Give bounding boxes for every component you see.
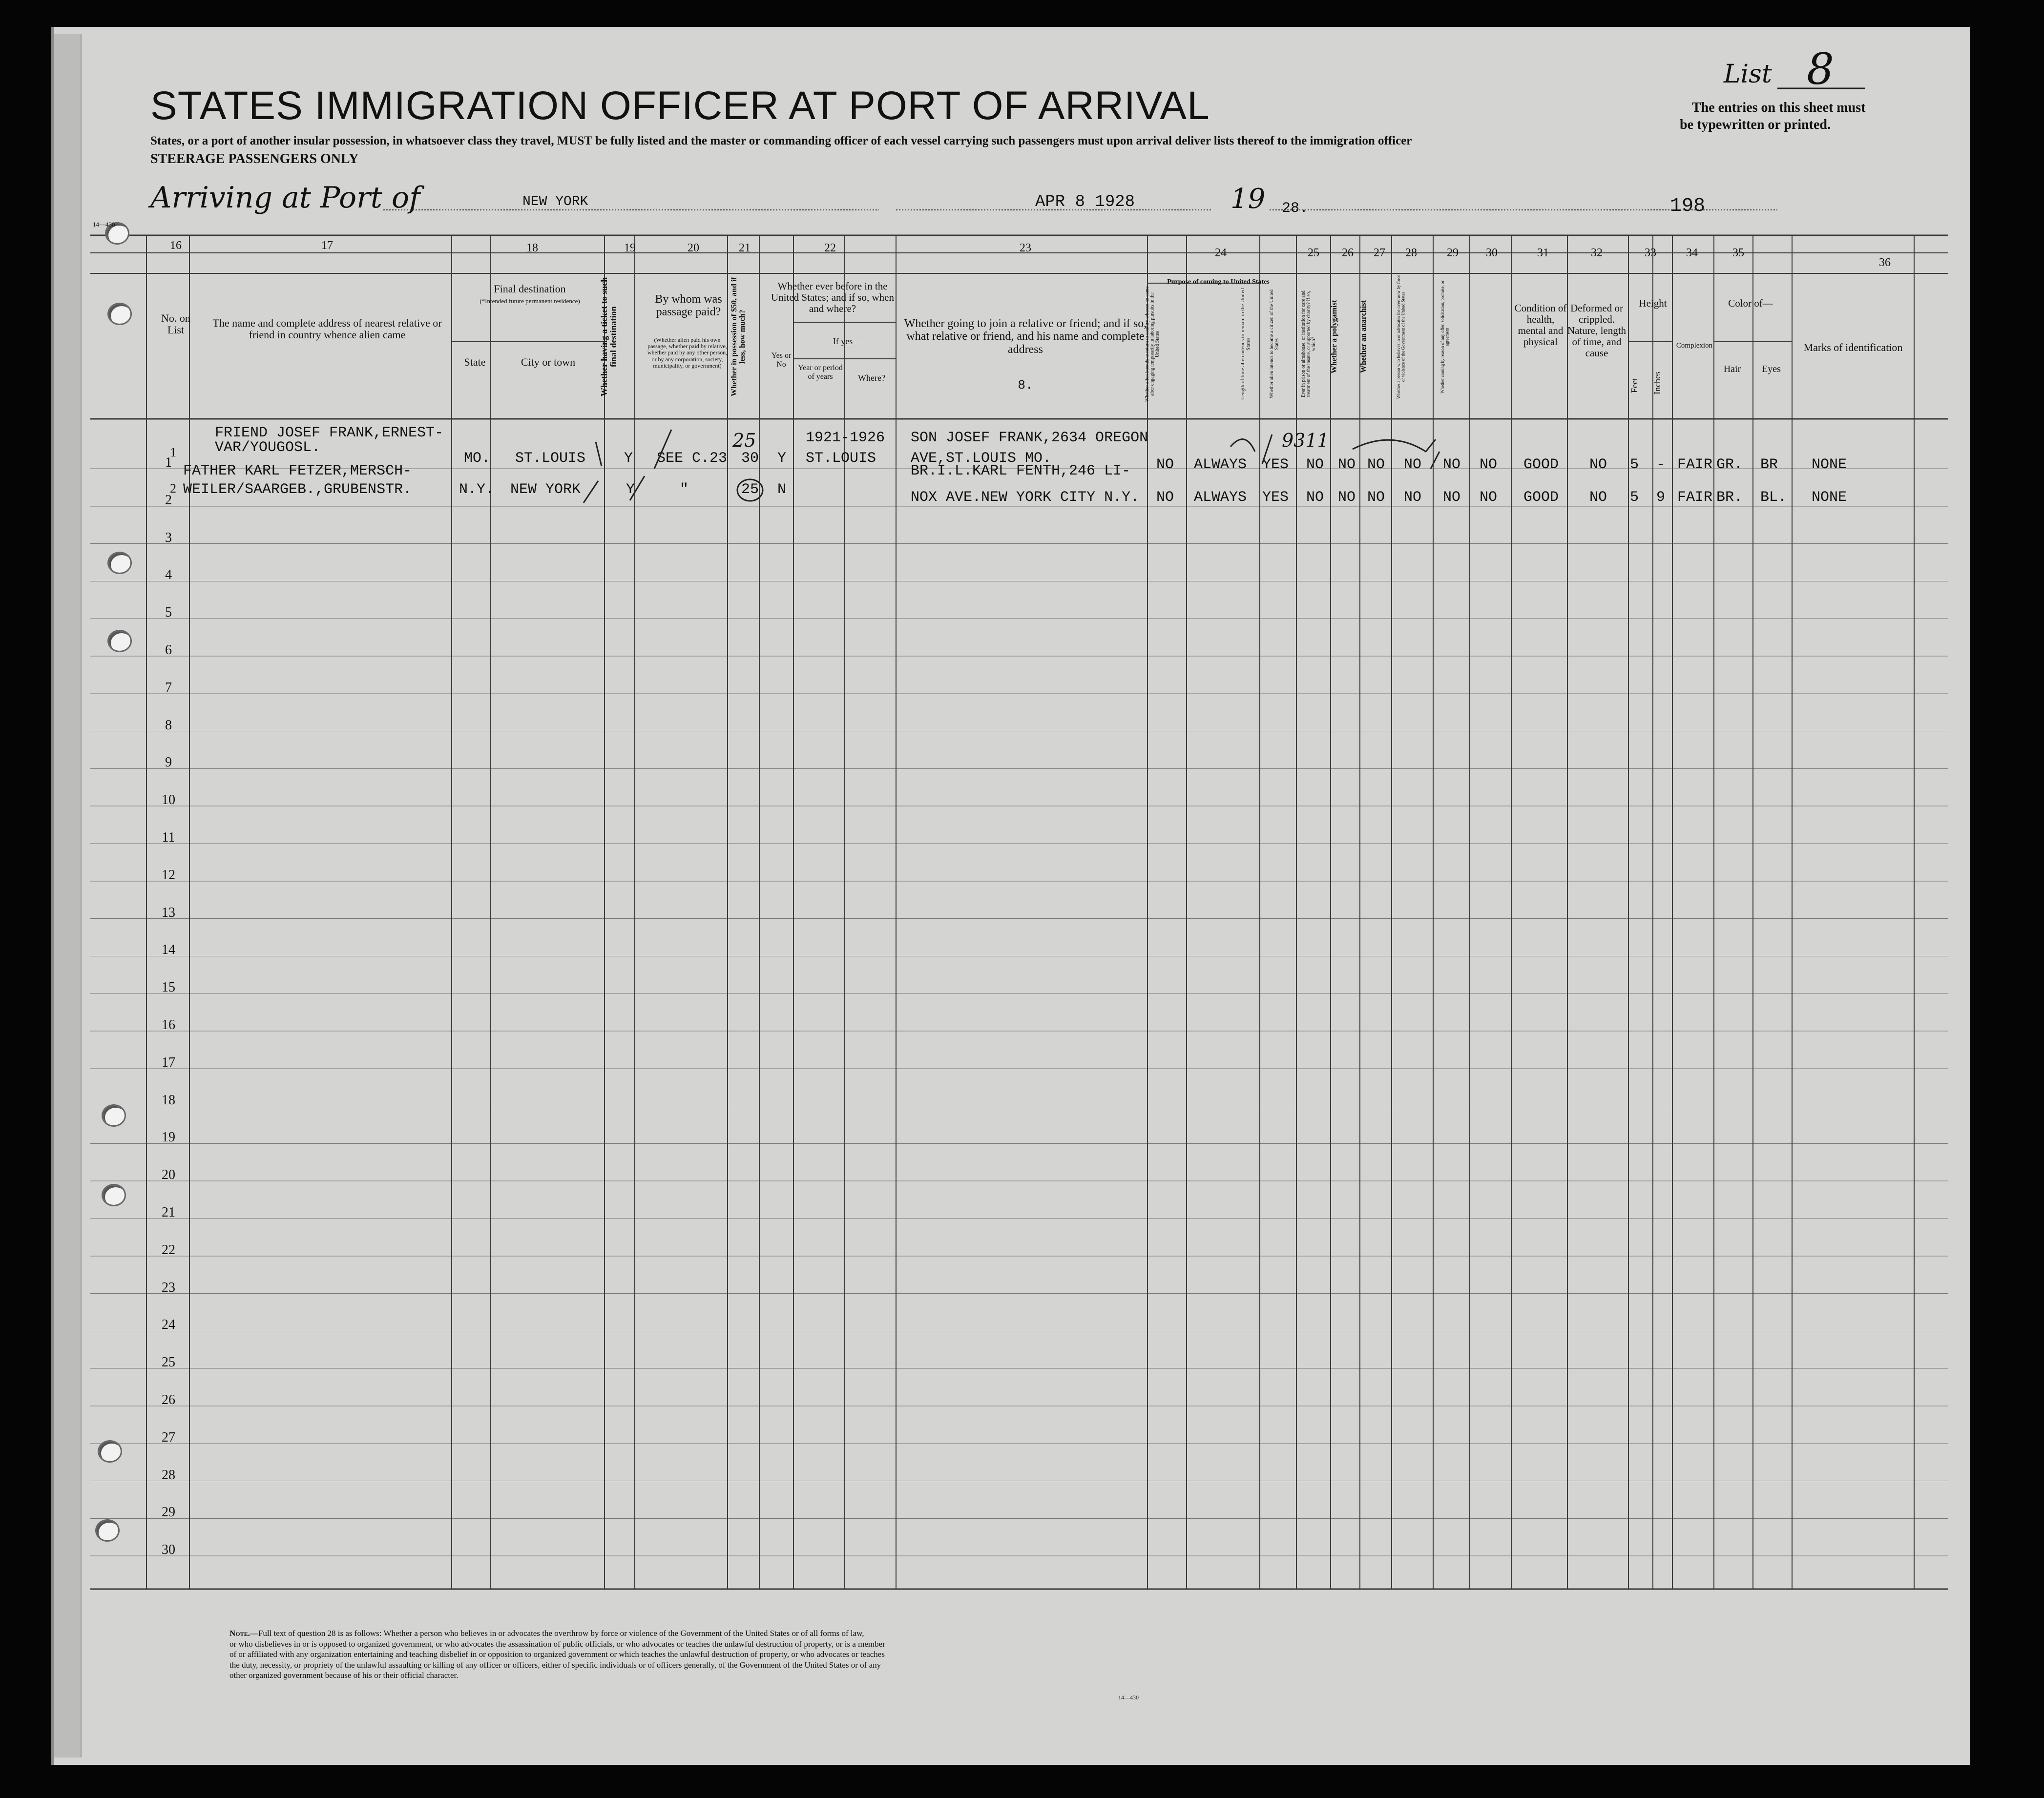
row-number: 15 [162,980,175,995]
row-2-polygamist: NO [1338,489,1356,506]
col-header-intends-return: Whether alien intends to return to country whence he came after engaging temporarily in laboring pursuits in the United States [1145,286,1160,402]
row-1-relative-line-1: FRIEND JOSEF FRANK,ERNEST- [215,425,444,441]
row-1-prison: NO [1306,456,1324,473]
port-value: NEW YORK [522,194,588,209]
col-num-22: 22 [824,242,836,254]
row-2-feet: 5 [1630,489,1639,506]
row-1-paid-by: SEE C.23 [657,450,728,467]
row-1-no: 1 [170,445,176,459]
row-number: 5 [165,605,172,620]
row-number: 10 [162,792,175,808]
col-num-26: 26 [1342,247,1354,259]
row-2-paid-by: " [680,481,689,498]
form-title: STATES IMMIGRATION OFFICER AT PORT OF ARRIVAL [150,83,1210,128]
row-number: 11 [162,830,175,845]
row-2-ticket: Y [626,481,635,498]
row-1-before: Y [777,450,787,467]
row-2-no: 2 [170,481,176,496]
row-2-state: N.Y. [459,481,495,498]
instruction-line-1: The entries on this sheet must [1692,100,1866,115]
col-header-passage: By whom was passage paid? [655,293,722,319]
col-header-joining-extra: 8. [1018,378,1033,393]
row-1-inches: - [1656,456,1666,473]
binding-hole [102,1184,126,1206]
footnote-line-1: —Full text of question 28 is as follows: Whether a person who believes in or advocates the overthrow by force or violence of the Government of the United States or of all forms of law, [250,1629,864,1638]
col-header-years: Year or period of years [798,364,843,381]
row-number: 23 [162,1280,175,1295]
row-number: 26 [162,1392,175,1407]
col-header-passage-note: (Whether alien paid his own passage, whether paid by relative, whether paid by any other person, or by any corporation, society, municipality, or government) [647,336,728,369]
row-number: 9 [165,755,172,770]
row-number: 12 [162,867,175,883]
row-1-joining-line-1: SON JOSEF FRANK,2634 OREGON [911,430,1148,446]
row-1-feet: 5 [1630,456,1639,473]
col-num-29: 29 [1447,247,1459,259]
row-number: 29 [162,1505,175,1520]
col-header-complexion: Complexion [1676,342,1713,350]
row-1-health: GOOD [1523,456,1559,473]
col-header-before-in-us: Whether ever before in the United States; and if so, when and where? [771,280,894,315]
binding-hole [102,1104,126,1127]
row-number: 6 [165,642,172,658]
col-header-final-destination-note: (*Intended future permanent residence) [480,297,580,305]
row-2-deformed: NO [1589,489,1607,506]
row-2-return: NO [1156,489,1174,506]
col-num-33: 33 [1645,247,1656,259]
row-1-money: 30 [741,450,759,467]
col-num-18: 18 [526,242,538,254]
row-2-eyes: BL. [1760,489,1787,506]
binding-hole [95,1519,120,1542]
col-header-color-of: Color of— [1728,297,1773,309]
col-num-28: 28 [1405,247,1417,259]
binding-hole [98,1440,122,1463]
row-number: 1 [165,455,172,470]
row-2-money: 25 [741,481,759,498]
col-header-polygamist: Whether a polygamist [1330,300,1338,374]
col-num-34: 34 [1686,247,1698,259]
col-header-money: Whether in possession of $50, and if less, how much? [730,277,747,397]
row-2-anarchist: NO [1367,489,1385,506]
row-number: 14 [162,942,175,958]
subtitle-line-2: STEERAGE PASSENGERS ONLY [150,151,359,166]
col-header-where: Where? [858,373,885,383]
col-num-23: 23 [1020,242,1031,254]
row-1-return: NO [1156,456,1174,473]
col-header-city: City or town [521,356,576,368]
row-1-joining-line-2: AVE,ST.LOUIS MO. [911,450,1052,467]
row-number: 25 [162,1355,175,1370]
row-1-annotation: 9311 [1282,430,1329,451]
row-1-relative-line-2: VAR/YOUGOSL. [215,439,321,456]
row-1-polygamist: NO [1338,456,1356,473]
binding-hole [107,552,132,574]
col-num-30: 30 [1486,247,1498,259]
row-number: 4 [165,567,172,583]
row-1-hair: GR. [1716,456,1743,473]
footnote [229,1628,1187,1681]
col-num-17: 17 [321,239,333,252]
row-2-inches: 9 [1656,489,1666,506]
col-header-length-of-stay: Length of time alien intends to remain in the United States [1240,288,1251,400]
row-number: 21 [162,1205,175,1220]
row-1-complexion: FAIR [1677,456,1713,473]
col-header-if-yes: If yes— [833,336,862,346]
footnote-line-2: or who disbelieves in or is opposed to organized government, or who advocates the assassination of public officials, or who advocates or teaches the unlawful destruction of property, or is a member [229,1639,885,1649]
col-header-anarchist: Whether an anarchist [1359,300,1368,373]
row-1-money-note: 25 [732,430,756,451]
col-num-19: 19 [624,242,636,254]
row-2-before: N [777,481,787,498]
col-header-purpose: Purpose of coming to United States [1167,278,1270,286]
footnote-line-3: of or affiliated with any organization entertaining and teaching disbelief in or opposition to organized government or which teaches the unlawful destruction of property, or who advocates or teaches [229,1650,885,1659]
row-2-joining-line-1: BR.I.L.KARL FENTH,246 LI- [911,463,1131,479]
col-num-21: 21 [739,242,751,254]
row-number: 22 [162,1242,175,1258]
row-2-overthrow: NO [1404,489,1422,506]
footnote-lead: Note. [229,1629,250,1638]
col-header-relative: The name and complete address of nearest relative or friend in country whence alien came [212,317,442,341]
row-2-health: GOOD [1523,489,1559,506]
instruction-line-2: be typewritten or printed. [1680,117,1831,132]
col-header-marks: Marks of identification [1803,341,1903,353]
col-num-31: 31 [1537,247,1549,259]
row-1-city: ST.LOUIS [515,450,586,467]
year-suffix: 28. [1282,200,1309,217]
row-number: 19 [162,1130,175,1145]
col-header-offer: Whether coming by reason of any offer, solicitation, promise, or agreement [1440,280,1450,393]
list-number: 8 [1807,44,1834,94]
row-2-joining-line-2: NOX AVE.NEW YORK CITY N.Y. [911,489,1140,506]
row-1-citizen: YES [1262,456,1289,473]
row-number: 28 [162,1467,175,1483]
col-header-eyes: Eyes [1762,364,1781,374]
col-header-feet: Feet [1629,378,1639,393]
row-1-offer-2: NO [1480,456,1498,473]
row-number: 18 [162,1092,175,1108]
footnote-line-5: other organized government because of his or their official character. [229,1671,459,1680]
col-num-16: 16 [170,239,182,252]
row-2-offer-2: NO [1480,489,1498,506]
footnote-code: 14—430 [1118,1694,1139,1701]
binding-hole [107,630,132,652]
row-number: 7 [165,680,172,695]
col-header-joining: Whether going to join a relative or friend; and if so, what relative or friend, and his name and complete address [904,317,1147,356]
row-number: 20 [162,1167,175,1183]
row-1-eyes: BR [1760,456,1778,473]
row-1-length: ALWAYS [1194,456,1247,473]
page-number: 198 [1670,195,1706,217]
row-1-offer: NO [1443,456,1461,473]
col-num-32: 32 [1591,247,1603,259]
form-number: 14—430 [93,221,115,228]
col-num-35: 35 [1732,247,1744,259]
row-1-deformed: NO [1589,456,1607,473]
list-label: List [1724,60,1772,89]
col-header-final-destination: Final destination [494,283,566,295]
col-header-state: State [464,356,486,368]
col-header-overthrow: Whether a person who believes in or advocates the overthrow by force or violence of the Government of the United States [1396,274,1406,399]
row-2-offer: NO [1443,489,1461,506]
row-2-relative-line-2: WEILER/SAARGEB.,GRUBENSTR. [183,481,412,498]
row-number: 30 [162,1542,175,1558]
col-header-citizen: Whether alien intends to become a citizen of the United States [1269,289,1280,399]
row-number: 27 [162,1429,175,1445]
col-header-prison: Ever in prison or almshouse, or institution for care and treatment of the insane, or supported by charity? If so, which? [1301,290,1316,398]
row-1-anarchist: NO [1367,456,1385,473]
row-2-length: ALWAYS [1194,489,1247,506]
col-num-36: 36 [1879,256,1891,269]
row-1-overthrow: NO [1404,456,1422,473]
col-num-24: 24 [1215,247,1227,259]
row-number: 2 [165,492,172,508]
row-2-prison: NO [1306,489,1324,506]
row-1-marks: NONE [1812,456,1847,473]
row-number: 17 [162,1054,175,1070]
row-2-citizen: YES [1262,489,1289,506]
row-1-state: MO. [464,450,491,467]
row-2-city: NEW YORK [510,481,581,498]
col-header-yes-no: Yes or No [771,351,792,369]
row-2-complexion: FAIR [1677,489,1713,506]
col-header-deformed: Deformed or crippled. Nature, length of time, and cause [1567,302,1627,359]
year-prefix: 19 [1231,183,1266,215]
arriving-label: Arriving at Port of [150,181,420,215]
row-number: 16 [162,1017,175,1033]
row-number: 3 [165,530,172,545]
col-num-25: 25 [1308,247,1319,259]
col-header-inches: Inches [1652,372,1662,395]
row-number: 13 [162,905,175,920]
row-1-years: 1921-1926 [806,430,885,446]
col-header-no-on-list: No. on List [161,312,190,336]
row-1-ticket: Y [624,450,633,467]
col-header-hair: Hair [1723,364,1741,374]
col-num-27: 27 [1374,247,1385,259]
handwritten-marks [0,0,2044,537]
col-header-health: Condition of health, mental and physical [1514,302,1567,348]
row-1-where: ST.LOUIS [806,450,876,467]
subtitle-line-1: States, or a port of another insular possession, in whatsoever class they travel, MUST be fully listed and the master or commanding officer of each vessel carrying such passengers must upon arrival deliver lists thereof to the immigration officer [150,134,1412,147]
col-header-height: Height [1639,297,1667,309]
footnote-line-4: the duty, necessity, or propriety of the unlawful assaulting or killing of any officer or officers, either of specific individuals or of officers generally, of the Government of the United States or of any [229,1660,881,1670]
row-number: 8 [165,717,172,733]
row-2-relative-line-1: FATHER KARL FETZER,MERSCH- [183,463,412,479]
col-header-ticket: Whether having a ticket to such final destination [599,277,618,397]
row-2-hair: BR. [1716,489,1743,506]
col-num-20: 20 [688,242,699,254]
date-value: APR 8 1928 [1035,193,1135,211]
row-2-marks: NONE [1812,489,1847,506]
row-number: 24 [162,1317,175,1333]
